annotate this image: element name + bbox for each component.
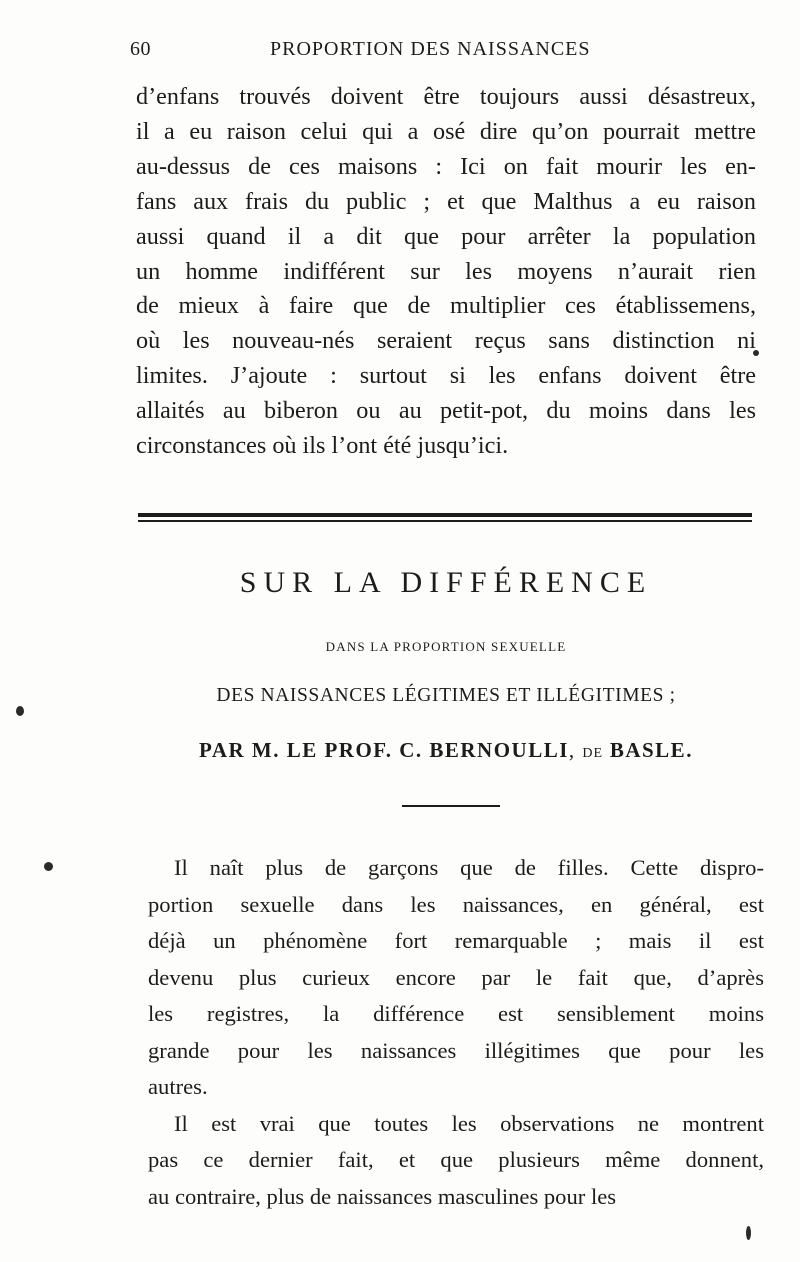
text-line: Il est vrai que toutes les observations ne montrent (174, 1110, 764, 1136)
byline-author: PAR M. LE PROF. C. BERNOULLI (199, 738, 569, 762)
short-rule (402, 805, 500, 807)
text-line: aussi quand il a dit que pour arrêter la population (136, 222, 756, 250)
text-line: fans aux frais du public ; et que Malthus a eu raison (136, 187, 756, 215)
article-title-second-line: DES NAISSANCES LÉGITIMES ET ILLÉGITIMES ; (216, 685, 676, 706)
ink-speck (746, 1226, 751, 1240)
text-line: d’enfans trouvés doivent être toujours aussi désastreux, (136, 83, 756, 110)
rule-thick (138, 513, 752, 517)
ink-speck (16, 706, 24, 716)
byline-of: DE (582, 746, 604, 761)
text-line: au contraire, plus de naissances masculines pour les (148, 1183, 617, 1209)
article-subtitle: DANS LA PROPORTION SEXUELLE (325, 639, 567, 654)
text-line: de mieux à faire que de multiplier ces établissemens, (136, 292, 756, 320)
text-line: circonstances où ils l’ont été jusqu’ici. (136, 432, 509, 460)
text-line: pas ce dernier fait, et que plusieurs même donnent, (148, 1147, 764, 1172)
rule-thin (138, 520, 752, 522)
article-body (148, 850, 764, 1215)
section-double-rule (138, 513, 752, 523)
running-head-title: PROPORTION DES NAISSANCES (270, 38, 591, 60)
text-line: il a eu raison celui qui a osé dire qu’on pourrait mettre (136, 117, 756, 145)
paragraph-1 (148, 850, 764, 1106)
text-line: limites. J’ajoute : surtout si les enfans doivent être (136, 362, 756, 390)
continuation-text (136, 80, 756, 464)
text-line: portion sexuelle dans les naissances, en général, est (148, 891, 764, 917)
ink-speck (44, 862, 53, 871)
running-header (130, 38, 750, 64)
text-line: un homme indifférent sur les moyens n’aurait rien (136, 257, 756, 285)
text-line: autres. (148, 1074, 208, 1099)
text-line: où les nouveau-nés seraient reçus sans distinction ni (136, 327, 756, 355)
page-number: 60 (130, 38, 151, 60)
text-line: les registres, la différence est sensiblement moins (148, 1001, 764, 1026)
show-through-bleed (148, 488, 152, 505)
article-byline (136, 738, 756, 763)
text-line: devenu plus curieux encore par le fait que, d’après (148, 964, 764, 990)
text-line: grande pour les naissances illégitimes que pour les (148, 1037, 764, 1063)
byline-separator: , (568, 738, 576, 762)
text-line: Il naît plus de garçons que de filles. Cette dispro- (174, 855, 764, 880)
text-line: allaités au biberon ou au petit-pot, du moins dans les (136, 397, 756, 425)
byline-place: BASLE. (609, 738, 693, 762)
article-title: SUR LA DIFFÉRENCE (239, 566, 653, 599)
paragraph-2 (148, 1106, 764, 1216)
text-line: au-dessus de ces maisons : Ici on fait mourir les en- (136, 152, 756, 180)
text-line: déjà un phénomène fort remarquable ; mais il est (148, 928, 764, 953)
